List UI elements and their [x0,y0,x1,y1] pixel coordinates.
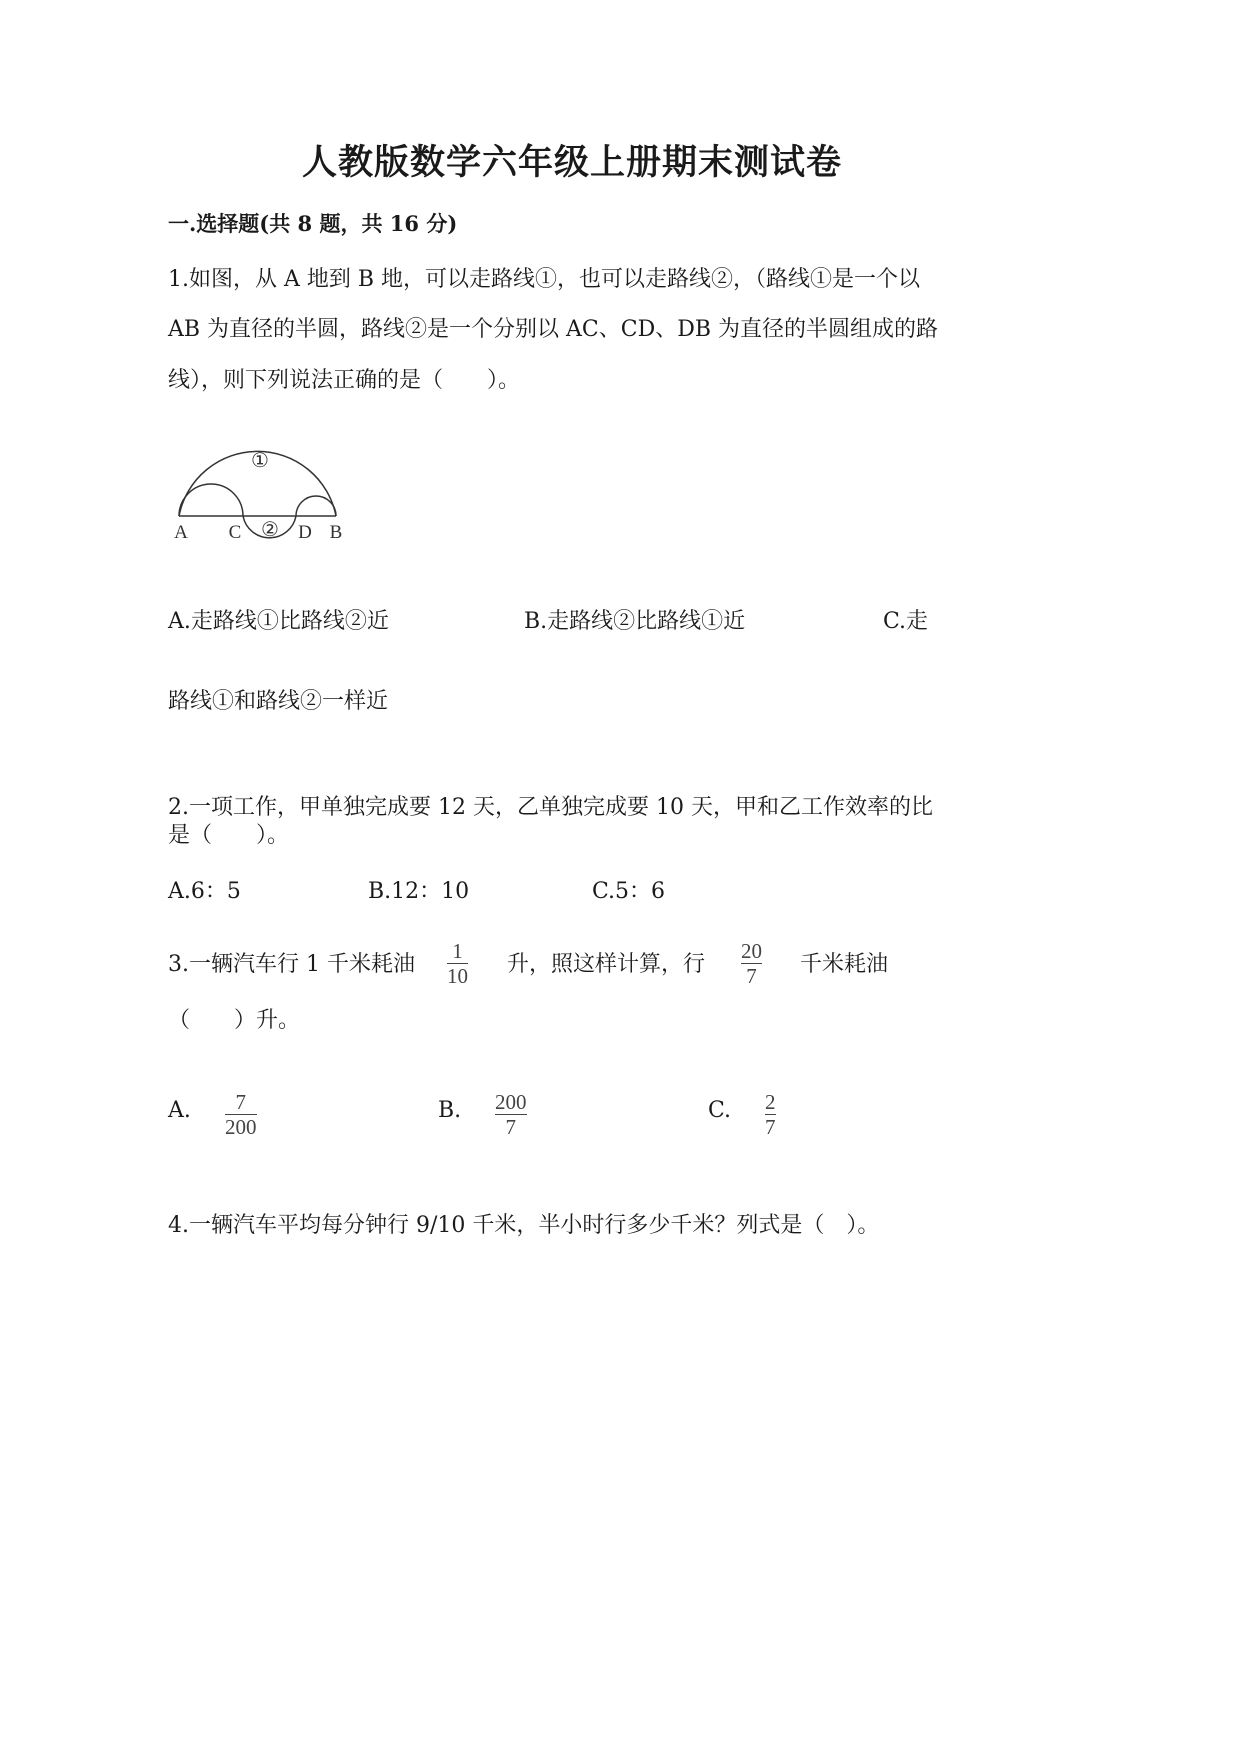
q2-text-line1: 2.一项工作，甲单独完成要 12 天，乙单独完成要 10 天，甲和乙工作效率的比 [168,795,933,820]
q2-text-line2: 是（ ）。 [168,823,290,848]
q3-option-c-label: C. [708,1098,732,1123]
q3-text-part3: 千米耗油 [800,952,889,977]
q3-option-b-fraction [495,1091,527,1138]
fraction-denominator: 7 [505,1115,516,1139]
q2-option-a: A.6：5 [168,879,241,904]
q3-text-line2: （ ）升。 [168,1008,301,1033]
q1-option-a: A.走路线①比路线②近 [168,609,389,634]
point-a-label: A [174,522,188,543]
fraction-numerator: 20 [741,939,762,963]
q1-route-figure [165,435,365,550]
route1-label: ① [251,450,269,472]
q2-option-c: C.5：6 [592,879,666,904]
q1-text-line1: 1.如图，从 A 地到 B 地，可以走路线①，也可以走路线②，（路线①是一个以 [168,267,921,292]
fraction-denominator: 7 [746,964,757,988]
q1-option-c-end: 路线①和路线②一样近 [168,689,389,714]
q3-fraction-20-7 [741,940,762,987]
q3-text-part2: 升，照这样计算，行 [507,952,706,977]
fraction-denominator: 10 [447,964,468,988]
route2-label: ② [261,519,279,541]
q1-text-line3: 线），则下列说法正确的是（ ）。 [168,368,521,393]
point-d-label: D [298,522,312,543]
fraction-denominator: 7 [765,1115,776,1139]
q1-option-b: B.走路线②比路线①近 [524,609,746,634]
fraction-numerator: 1 [452,939,463,963]
section-heading: 一.选择题(共 8 题，共 16 分) [168,211,458,236]
fraction-denominator: 200 [225,1115,257,1139]
q4-text-line1: 4.一辆汽车平均每分钟行 9/10 千米，半小时行多少千米？列式是（ ）。 [168,1213,880,1238]
page-title: 人教版数学六年级上册期末测试卷 [302,142,843,183]
fraction-numerator: 2 [765,1090,776,1114]
point-b-label: B [329,522,343,543]
q2-option-b: B.12：10 [368,879,470,904]
q3-option-b-label: B. [438,1098,462,1123]
fraction-numerator: 7 [235,1090,246,1114]
q3-option-a-fraction [225,1091,257,1138]
q3-text-part1: 3.一辆汽车行 1 千米耗油 [168,952,415,977]
q1-option-c-start: C.走 [883,609,929,634]
point-c-label: C [228,522,242,543]
q3-option-a-label: A. [168,1098,191,1123]
q3-fraction-1-10 [447,940,468,987]
fraction-numerator: 200 [495,1090,527,1114]
q1-text-line2: AB 为直径的半圆，路线②是一个分别以 AC、CD、DB 为直径的半圆组成的路 [168,317,939,342]
route2-path [179,484,336,538]
q3-option-c-fraction [765,1091,776,1138]
